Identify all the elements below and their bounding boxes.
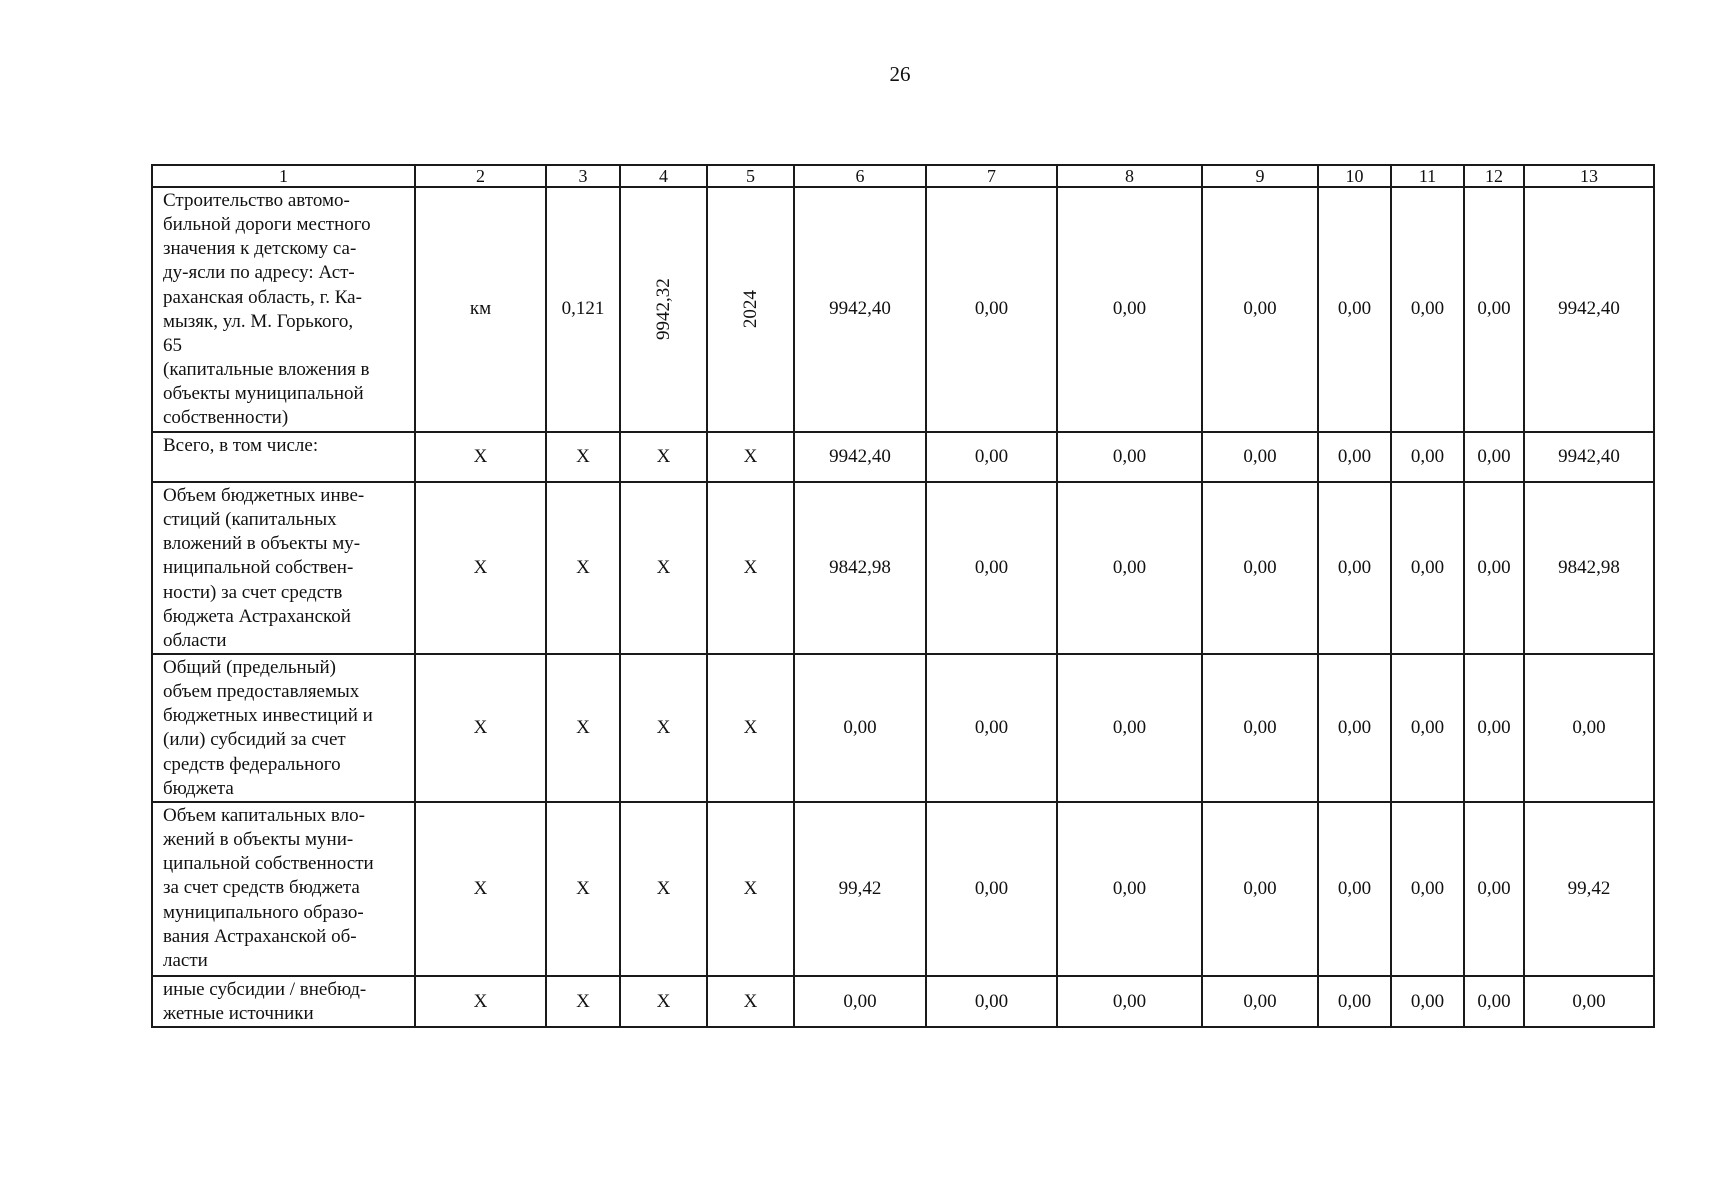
value-cell: X (707, 654, 794, 802)
total-cell: 0,00 (1524, 976, 1654, 1027)
year-cell (707, 187, 794, 432)
value-cell: 0,00 (926, 482, 1057, 654)
unit-cell: км (415, 187, 546, 432)
value-cell: 0,00 (1057, 482, 1202, 654)
value-cell: X (620, 482, 707, 654)
column-number: 10 (1318, 165, 1391, 187)
value-cell: 0,00 (1391, 432, 1464, 482)
value-cell: 9942,40 (794, 432, 926, 482)
capacity-cell: 0,121 (546, 187, 620, 432)
page-number: 26 (889, 62, 911, 86)
value-cell: 0,00 (926, 654, 1057, 802)
value-cell: 9942,40 (794, 187, 926, 432)
value-cell: X (620, 432, 707, 482)
value-cell: 0,00 (1391, 802, 1464, 976)
estimated-cost-value: 9942,32 (652, 278, 674, 341)
value-cell: 0,00 (794, 976, 926, 1027)
value-cell: 0,00 (1202, 187, 1318, 432)
row-label: Объем капитальных вло- жений в объекты муни- ципальной собственности за счет средств бюджета муниципального образо- вания Астраханской об- ласти (152, 802, 415, 976)
value-cell: X (546, 976, 620, 1027)
value-cell: 0,00 (926, 976, 1057, 1027)
table-row (152, 482, 1654, 654)
value-cell: X (546, 482, 620, 654)
column-number: 12 (1464, 165, 1524, 187)
value-cell: 0,00 (1464, 482, 1524, 654)
row-label: Объем бюджетных инве- стиций (капитальных вложений в объекты му- ниципальной собствен- ности) за счет средств бюджета Астраханской области (152, 482, 415, 654)
value-cell: 0,00 (1057, 187, 1202, 432)
table-row (152, 802, 1654, 976)
column-number: 11 (1391, 165, 1464, 187)
value-cell: 0,00 (1464, 432, 1524, 482)
value-cell: X (415, 654, 546, 802)
value-cell: X (707, 802, 794, 976)
column-number-row (152, 165, 1654, 187)
value-cell: 0,00 (1318, 654, 1391, 802)
row-label: Всего, в том числе: (152, 432, 415, 482)
value-cell: X (707, 976, 794, 1027)
total-cell: 9942,40 (1524, 432, 1654, 482)
value-cell: X (546, 802, 620, 976)
value-cell: 0,00 (1391, 187, 1464, 432)
value-cell: X (415, 802, 546, 976)
value-cell: X (620, 802, 707, 976)
value-cell: 0,00 (926, 187, 1057, 432)
year-value: 2024 (739, 290, 761, 329)
value-cell: 0,00 (1318, 432, 1391, 482)
value-cell: 0,00 (1318, 976, 1391, 1027)
table-row (152, 976, 1654, 1027)
value-cell: X (620, 976, 707, 1027)
row-label: иные субсидии / внебюд- жетные источники (152, 976, 415, 1027)
value-cell: X (415, 976, 546, 1027)
budget-table (151, 164, 1655, 1028)
column-number: 7 (926, 165, 1057, 187)
value-cell: 0,00 (1464, 802, 1524, 976)
estimated-cost-cell (620, 187, 707, 432)
value-cell: 0,00 (1202, 976, 1318, 1027)
value-cell: 0,00 (1057, 654, 1202, 802)
value-cell: 0,00 (1318, 482, 1391, 654)
column-number: 13 (1524, 165, 1654, 187)
value-cell: 0,00 (926, 432, 1057, 482)
column-number: 6 (794, 165, 926, 187)
value-cell: 0,00 (1391, 976, 1464, 1027)
value-cell: 0,00 (1057, 976, 1202, 1027)
value-cell: 0,00 (1202, 432, 1318, 482)
table-row (152, 654, 1654, 802)
value-cell: X (707, 432, 794, 482)
total-cell: 99,42 (1524, 802, 1654, 976)
value-cell: 0,00 (926, 802, 1057, 976)
table-row (152, 432, 1654, 482)
value-cell: 0,00 (1318, 802, 1391, 976)
total-cell: 0,00 (1524, 654, 1654, 802)
total-cell: 9842,98 (1524, 482, 1654, 654)
value-cell: X (546, 654, 620, 802)
column-number: 4 (620, 165, 707, 187)
value-cell: 0,00 (1464, 187, 1524, 432)
value-cell: 0,00 (794, 654, 926, 802)
value-cell: X (620, 654, 707, 802)
value-cell: X (546, 432, 620, 482)
value-cell: X (415, 432, 546, 482)
value-cell: 0,00 (1057, 802, 1202, 976)
value-cell: 99,42 (794, 802, 926, 976)
column-number: 1 (152, 165, 415, 187)
row-label: Строительство автомо- бильной дороги местного значения к детскому са- ду-ясли по адресу: Аст- раханская область, г. Ка- мызяк, ул. М. Горького, 65 (капитальные вложения в объекты муниципальной собственности) (152, 187, 415, 432)
value-cell: 0,00 (1464, 654, 1524, 802)
column-number: 9 (1202, 165, 1318, 187)
value-cell: 0,00 (1202, 802, 1318, 976)
value-cell: 0,00 (1202, 654, 1318, 802)
value-cell: 0,00 (1391, 654, 1464, 802)
column-number: 8 (1057, 165, 1202, 187)
value-cell: X (707, 482, 794, 654)
column-number: 3 (546, 165, 620, 187)
value-cell: X (415, 482, 546, 654)
total-cell: 9942,40 (1524, 187, 1654, 432)
value-cell: 0,00 (1318, 187, 1391, 432)
value-cell: 0,00 (1057, 432, 1202, 482)
column-number: 5 (707, 165, 794, 187)
row-label: Общий (предельный) объем предоставляемых бюджетных инвестиций и (или) субсидий за счет средств федерального бюджета (152, 654, 415, 802)
value-cell: 0,00 (1391, 482, 1464, 654)
value-cell: 0,00 (1464, 976, 1524, 1027)
table-row (152, 187, 1654, 432)
column-number: 2 (415, 165, 546, 187)
value-cell: 9842,98 (794, 482, 926, 654)
value-cell: 0,00 (1202, 482, 1318, 654)
